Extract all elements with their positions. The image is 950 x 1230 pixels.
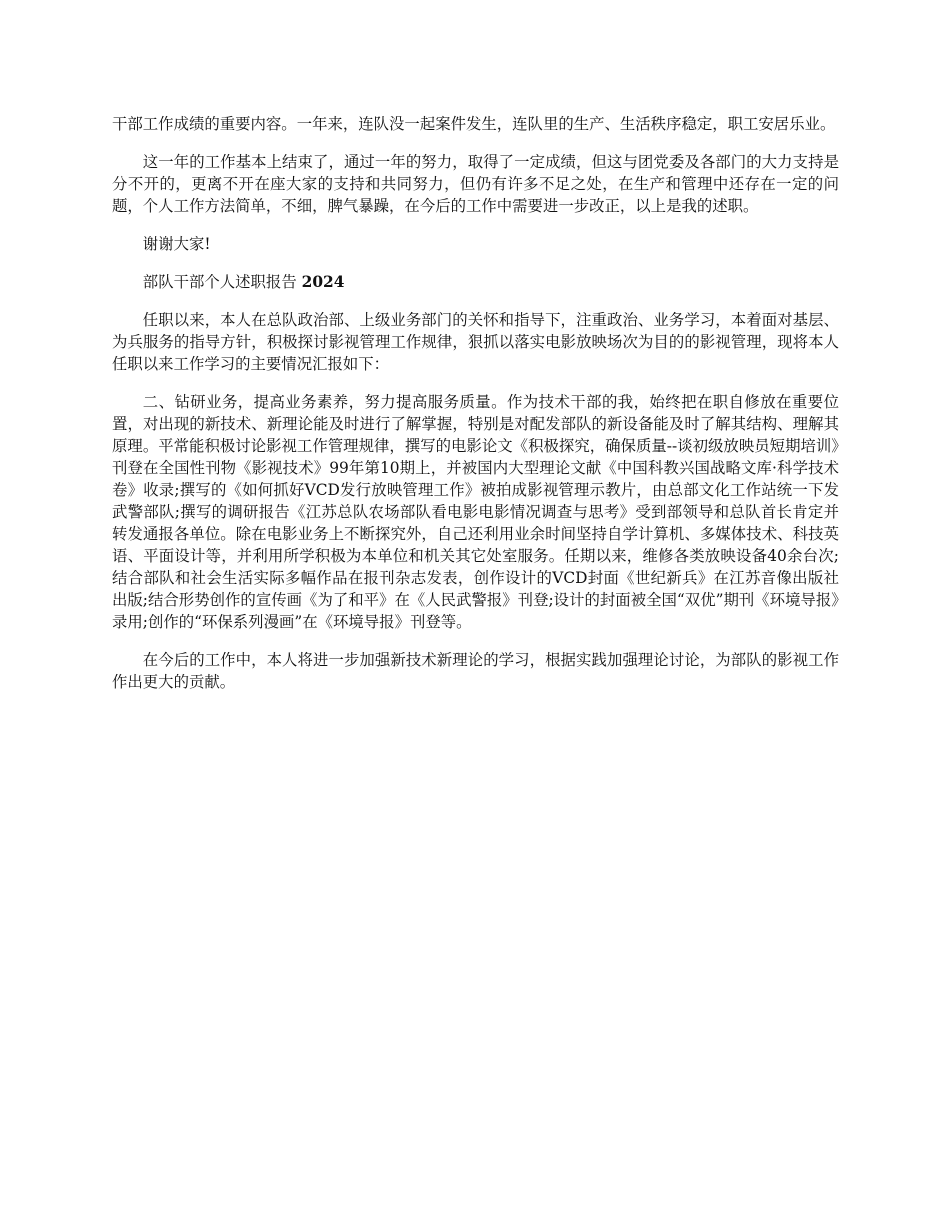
paragraph-business: 二、钻研业务，提高业务素养，努力提高服务质量。作为技术干部的我，始终把在职自修放在重要位置，对出现的新技术、新理论能及时进行了解掌握，特别是对配发部队的新设备能及时了解其结构、理解其原理。平常能积极讨论影视工作管理规律，撰写的电影论文《积极探究，确保质量--谈初级放映员短期培训》刊登在全国性刊物《影视技术》99年第10期上，并被国内大型理论文献《中国科教兴国战略文库·科学技术卷》收录;撰写的《如何抓好VCD发行放映管理工作》被拍成影视管理示教片，由总部文化工作站统一下发武警部队;撰写的调研报告《江苏总队农场部队看电影电影情况调查与思考》受到部领导和总队首长肯定并转发通报各单位。除在电影业务上不断探究外，自己还利用业余时间坚持自学计算机、多媒体技术、科技英语、平面设计等，并利用所学积极为本单位和机关其它处室服务。任期以来，维修各类放映设备40余台次;结合部队和社会生活实际多幅作品在报刊杂志发表，创作设计的VCD封面《世纪新兵》在江苏音像出版社出版;结合形势创作的宣传画《为了和平》在《人民武警报》刊登;设计的封面被全国“双优”期刊《环境导报》录用;创作的“环保系列漫画”在《环境导报》刊登等。 [112, 393, 839, 631]
paragraph-summary: 这一年的工作基本上结束了，通过一年的努力，取得了一定成绩，但这与团党委及各部门的大力支持是分不开的，更离不开在座大家的支持和共同努力，但仍有许多不足之处，在生产和管理中还存在一定的问题，个人工作方法简单，不细，脾气暴躁，在今后的工作中需要进一步改正，以上是我的述职。 [112, 153, 839, 215]
section-heading-text: 部队干部个人述职报告 [142, 273, 297, 291]
section-heading [112, 271, 839, 293]
document-page [112, 113, 839, 709]
section-heading-year: 2024 [301, 273, 345, 291]
paragraph-intro: 任职以来，本人在总队政治部、上级业务部门的关怀和指导下，注重政治、业务学习，本着面对基层、为兵服务的指导方针，积极探讨影视管理工作规律，狠抓以落实电影放映场次为目的的影视管理，现将本人任职以来工作学习的主要情况汇报如下： [112, 311, 839, 373]
paragraph-closing: 在今后的工作中，本人将进一步加强新技术新理论的学习，根据实践加强理论讨论，为部队的影视工作作出更大的贡献。 [112, 651, 839, 691]
paragraph-thanks: 谢谢大家! [142, 235, 211, 253]
paragraph-continuation: 干部工作成绩的重要内容。一年来，连队没一起案件发生，连队里的生产、生活秩序稳定，职工安居乐业。 [112, 115, 836, 133]
